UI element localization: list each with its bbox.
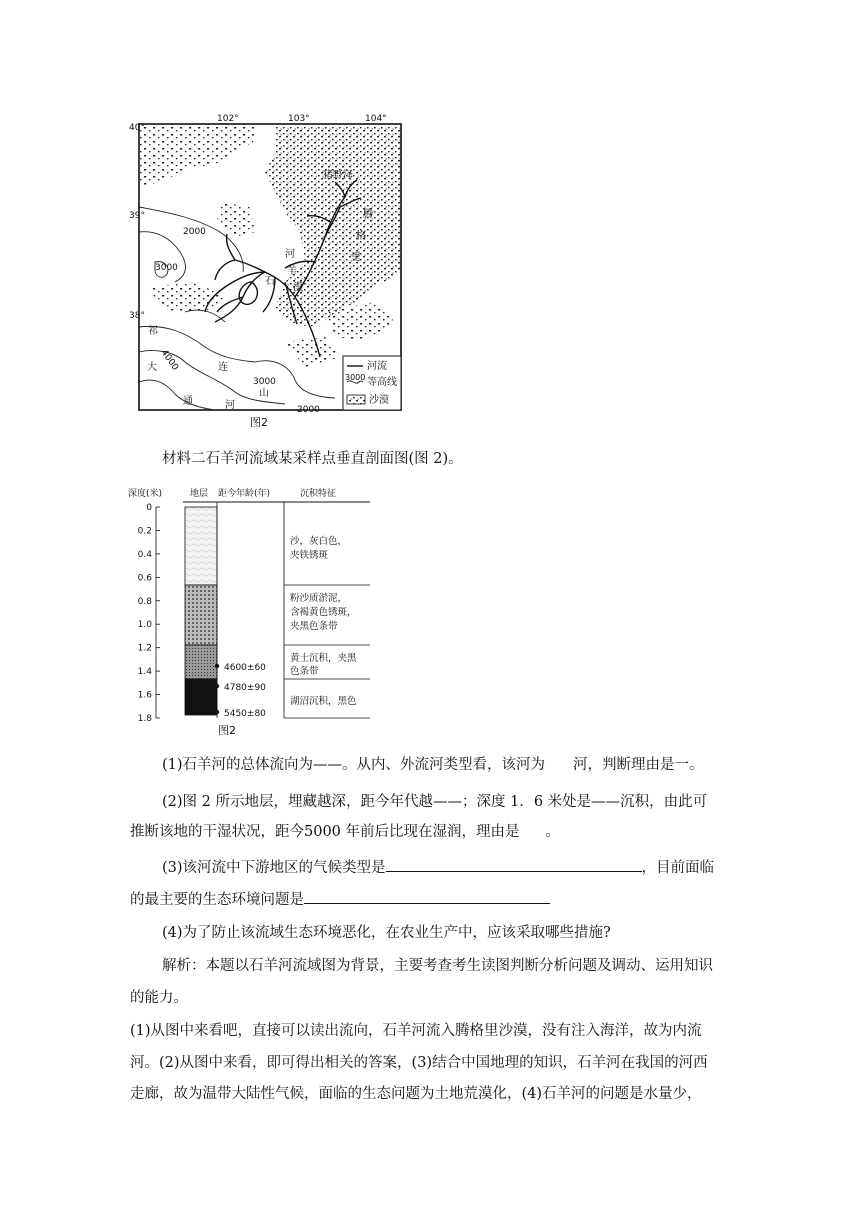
analysis-line-2: 的能力。 bbox=[130, 990, 188, 1006]
depth-tick-label: 0.4 bbox=[137, 549, 152, 560]
material-two-caption: 材料二石羊河流域某采样点垂直剖面图(图 2)。 bbox=[162, 451, 463, 467]
latitude-40: 40° bbox=[129, 123, 145, 133]
stratum-lake-marsh bbox=[185, 679, 217, 715]
river-basin-map bbox=[125, 112, 410, 432]
feature-text: 粉沙质淤泥， bbox=[290, 593, 348, 604]
stratum-loess bbox=[185, 645, 217, 679]
longitude-102: 102° bbox=[217, 114, 239, 124]
depth-tick-label: 1.4 bbox=[137, 667, 152, 678]
latitude-38: 38° bbox=[129, 311, 145, 321]
question-2-line-2 bbox=[130, 822, 560, 842]
question-2-line-1: (2)图 2 所示地层，埋藏越深，距今年代越——；深度 1．6 米处是——沉积，由此可 bbox=[162, 794, 708, 810]
question-3-line-1 bbox=[162, 857, 714, 878]
contour-label: 3000 bbox=[253, 377, 276, 387]
legend-desert-swatch bbox=[347, 395, 365, 404]
place-ge: 格 bbox=[356, 231, 366, 242]
header-depth: 深度(米) bbox=[128, 489, 163, 499]
stratum-sand bbox=[185, 507, 217, 585]
feature-text: 夹铁锈斑 bbox=[290, 550, 329, 561]
feature-text: 夹黑色条带 bbox=[290, 621, 338, 632]
place-li: 里 bbox=[351, 252, 361, 263]
contour-label: 3000 bbox=[155, 263, 178, 273]
question-1-part-a: (1)石羊河的总体流向为——。从内、外流河类型看，该河为 bbox=[162, 757, 546, 773]
question-3-line-2 bbox=[130, 889, 550, 910]
depth-axis bbox=[138, 503, 160, 724]
depth-tick-label: 1.0 bbox=[137, 620, 152, 631]
place-teng: 腾 bbox=[363, 209, 373, 220]
analysis-line-5: 走廊，故为温带大陆性气候，面临的生态问题为土地荒漠化，(4)石羊河的问题是水量少， bbox=[130, 1086, 702, 1102]
map-legend bbox=[343, 356, 401, 410]
depth-tick-label: 1.8 bbox=[137, 714, 152, 724]
answer-blank bbox=[304, 889, 550, 904]
question-2-part-c: 。 bbox=[545, 824, 561, 840]
answer-blank bbox=[386, 857, 642, 872]
age-markers bbox=[215, 663, 266, 719]
age-label: 4600±60 bbox=[224, 663, 266, 673]
depth-tick-label: 0.8 bbox=[137, 596, 152, 607]
depth-tick-label: 1.2 bbox=[137, 643, 152, 654]
longitude-103: 103° bbox=[288, 114, 310, 124]
profile-figure-label: 图2 bbox=[218, 724, 236, 737]
feature-text: 黄土沉积，夹黑 bbox=[290, 653, 357, 664]
contour-label: 2000 bbox=[297, 405, 320, 415]
place-qi: 祁 bbox=[148, 326, 158, 337]
latitude-39: 39° bbox=[129, 211, 145, 221]
header-feature: 沉积特征 bbox=[300, 489, 337, 499]
header-age: 距今年龄(年) bbox=[218, 489, 271, 499]
legend-river-label: 河流 bbox=[367, 361, 387, 372]
feature-text: 湖沼沉积，黑色 bbox=[290, 696, 357, 707]
place-zhuyeze: 猪野泽 bbox=[323, 170, 353, 181]
question-4: (4)为了防止该流域生态环境恶化，在农业生产中，应该采取哪些措施? bbox=[162, 925, 611, 941]
place-he: 河 bbox=[285, 249, 295, 260]
map-figure-label: 图2 bbox=[250, 416, 268, 429]
vertical-profile-figure bbox=[128, 482, 378, 740]
question-3-part-b: ，目前面临 bbox=[641, 860, 715, 876]
contour-label: 4000 bbox=[158, 347, 180, 373]
stratum-silt bbox=[185, 585, 217, 645]
analysis-line-3: (1)从图中来看吧，直接可以读出流向，石羊河流入腾格里沙漠，没有注入海洋，故为内流 bbox=[130, 1023, 702, 1039]
age-label: 5450±80 bbox=[224, 709, 266, 719]
longitude-104: 104° bbox=[365, 114, 387, 124]
feature-text: 沙，灰白色， bbox=[290, 536, 348, 547]
legend-desert-label: 沙漠 bbox=[369, 395, 389, 406]
question-3-part-c: 的最主要的生态环境问题是 bbox=[130, 892, 304, 908]
strata-column bbox=[185, 507, 217, 715]
question-2-part-b: 推断该地的干湿状况，距今5000 年前后比现在湿润，理由是 bbox=[130, 824, 520, 840]
place-da: 大 bbox=[147, 362, 157, 373]
place-tong: 通 bbox=[183, 396, 193, 407]
place-yang: 羊 bbox=[287, 266, 297, 277]
place-he2: 河 bbox=[225, 400, 235, 411]
header-layer: 地层 bbox=[190, 489, 209, 499]
place-shi: 石 bbox=[265, 276, 275, 287]
question-1-part-b: 河，判断理由是一。 bbox=[573, 757, 704, 773]
place-lian: 连 bbox=[218, 362, 228, 373]
depth-tick-label: 0.2 bbox=[137, 526, 152, 537]
question-1 bbox=[162, 755, 704, 775]
depth-tick-label: 0 bbox=[146, 503, 152, 513]
question-3-part-a: (3)该河流中下游地区的气候类型是 bbox=[162, 860, 386, 876]
analysis-line-4: 河。(2)从图中来看，即可得出相关的答案，(3)结合中国地理的知识，石羊河在我国的河西 bbox=[130, 1055, 708, 1071]
depth-tick-label: 1.6 bbox=[137, 690, 152, 701]
analysis-line-1: 解析：本题以石羊河流域图为背景，主要考查考生读图判断分析问题及调动、运用知识 bbox=[162, 958, 713, 974]
feature-text: 色条带 bbox=[290, 666, 319, 677]
sediment-features bbox=[290, 535, 357, 707]
legend-contour-value: 3000 bbox=[345, 373, 366, 382]
contour-label: 2000 bbox=[183, 227, 206, 237]
feature-text: 含褐黄色锈斑， bbox=[290, 607, 357, 618]
legend-contour-label: 等高线 bbox=[367, 377, 397, 388]
age-label: 4780±90 bbox=[224, 683, 266, 693]
place-shan: 山 bbox=[259, 388, 269, 399]
place-mo: 漠 bbox=[293, 282, 303, 293]
depth-tick-label: 0.6 bbox=[137, 573, 152, 584]
